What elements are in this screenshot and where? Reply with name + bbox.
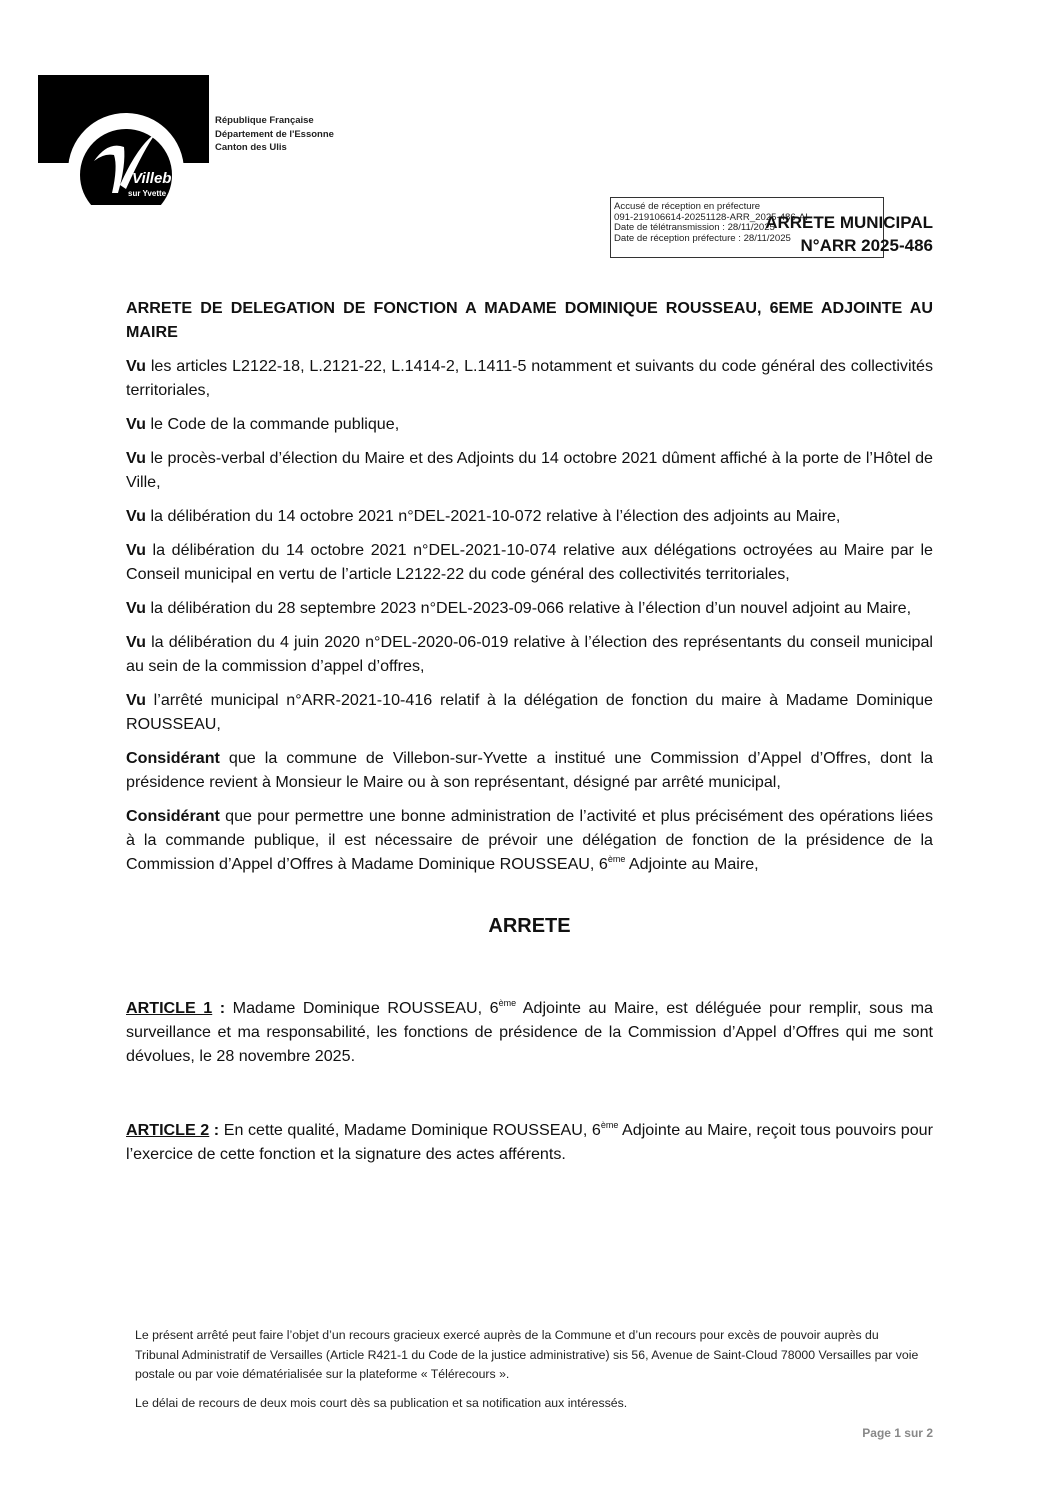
logo-text-sub: sur Yvette [128,189,167,198]
recital [126,538,933,586]
superscript: ème [600,1120,619,1130]
recital-lead: Vu [126,449,146,467]
recital-text: l’arrêté municipal n°ARR-2021-10-416 relatif à la délégation de fonction du maire à Madame Dominique ROUSSEAU, [126,691,933,733]
document-title [765,211,933,257]
document-heading: ARRETE DE DELEGATION DE FONCTION A MADAME DOMINIQUE ROUSSEAU, 6EME ADJOINTE AU MAIRE [126,299,933,341]
recital-text: la délibération du 4 juin 2020 n°DEL-2020-06-019 relative à l’élection des représentants du conseil municipal au sein de la commission d’appel d’offres, [126,633,933,675]
recital [126,688,933,736]
recital-text: le procès-verbal d’élection du Maire et des Adjoints du 14 octobre 2021 dûment affiché à la porte de l’Hôtel de Ville, [126,449,933,491]
article-1 [126,996,933,1068]
footer-recourse-text: Le présent arrêté peut faire l’objet d’un recours gracieux exercé auprès de la Commune et d’un recours pour excès de pouvoir auprès du Tribunal Administratif de Versailles (Article R421-1 du Code de la justice administrative) sis 56, Avenue de Saint-Cloud 78000 Versailles par voie postale ou par voie dématérialisée sur la plateforme « Télérecours ». [135,1328,919,1381]
villebon-logo [38,75,209,205]
recital [126,504,933,528]
header-departement: Département de l'Essonne [215,128,334,140]
recital-lead: Vu [126,507,146,525]
article-colon: : [209,1121,220,1139]
title-arrete-municipal: ARRETE MUNICIPAL [765,213,933,232]
recital-lead: Vu [126,541,146,559]
stamp-line: Date de réception préfecture : 28/11/2025 [614,232,791,244]
legal-footer [135,1326,925,1422]
stamp-line: 091-219106614-20251128-ARR_2025-486-AI [614,211,808,223]
stamp-line: Date de télétransmission : 28/11/2025 [614,222,775,233]
recital-text: le Code de la commande publique, [145,415,400,433]
page-number: Page 1 sur 2 [862,1426,933,1440]
recital-lead: Vu [126,357,146,375]
recital [126,354,933,402]
recital-text: que la commune de Villebon-sur-Yvette a institué une Commission d’Appel d’Offres, dont la présidence revient à Monsieur le Maire ou à son représentant, désigné par arrêté municipal, [126,749,933,791]
recital-lead: Vu [126,691,146,709]
arrete-heading: ARRETE [488,915,571,937]
recital [126,804,933,876]
recital-text: les articles L2122-18, L.2121-22, L.1414-2, L.1411-5 notamment et suivants du code général des collectivités territoriales, [126,357,933,399]
recital-text: que pour permettre une bonne administration de l’activité et plus précisément des opérations liées à la commande publique, il est nécessaire de prévoir une délégation de fonction de la présidence de la Commission d’Appel d’Offres à Madame Dominique ROUSSEAU, 6 [126,807,933,873]
recital [126,630,933,678]
superscript: ème [498,998,517,1008]
recital-text: la délibération du 14 octobre 2021 n°DEL-2021-10-072 relative à l’élection des adjoints au Maire, [145,507,841,525]
title-arrete-number: N°ARR 2025-486 [800,236,933,255]
article-text: Adjointe au Maire, reçoit tous pouvoirs pour l’exercice de cette fonction et la signature des actes afférents. [126,1121,933,1163]
recital-text: Adjointe au Maire, [625,855,759,873]
article-label: ARTICLE 1 [126,999,213,1017]
recital [126,746,933,794]
article-text: En cette qualité, Madame Dominique ROUSSEAU, 6 [219,1121,601,1139]
recital-lead: Vu [126,633,146,651]
recital-lead: Considérant [126,749,220,767]
recital [126,412,933,436]
article-2 [126,1118,933,1166]
recital [126,446,933,494]
recital-lead: Vu [126,415,146,433]
document-body [126,296,933,1176]
logo-graphic [38,75,209,205]
recital-lead: Vu [126,599,146,617]
superscript: ème [607,854,626,864]
article-label: ARTICLE 2 [126,1121,210,1139]
recital-text: la délibération du 28 septembre 2023 n°DEL-2023-09-066 relative à l’élection d’un nouvel adjoint au Maire, [145,599,912,617]
header-canton: Canton des Ulis [215,142,287,153]
recital-lead: Considérant [126,807,220,825]
article-colon: : [212,999,226,1017]
recital-text: la délibération du 14 octobre 2021 n°DEL-2021-10-074 relative aux délégations octroyées au Maire par le Conseil municipal en vertu de l’article L2122-22 du code général des collectivités territoriales, [126,541,933,583]
article-text: Madame Dominique ROUSSEAU, 6 [225,999,499,1017]
recital [126,596,933,620]
header-republique: République Française [215,115,314,126]
stamp-line: Accusé de réception en préfecture [614,201,761,212]
footer-delay-text: Le délai de recours de deux mois court dès sa publication et sa notification aux intéressés. [135,1395,628,1410]
logo-text-main: Villebon [132,170,190,187]
article-text: Adjointe au Maire, est déléguée pour remplir, sous ma surveillance et ma responsabilité, les fonctions de présidence de la Commission d’Appel d’Offres qui me sont dévolues, le 28 novembre 2025. [126,999,933,1065]
header-info [215,114,334,155]
